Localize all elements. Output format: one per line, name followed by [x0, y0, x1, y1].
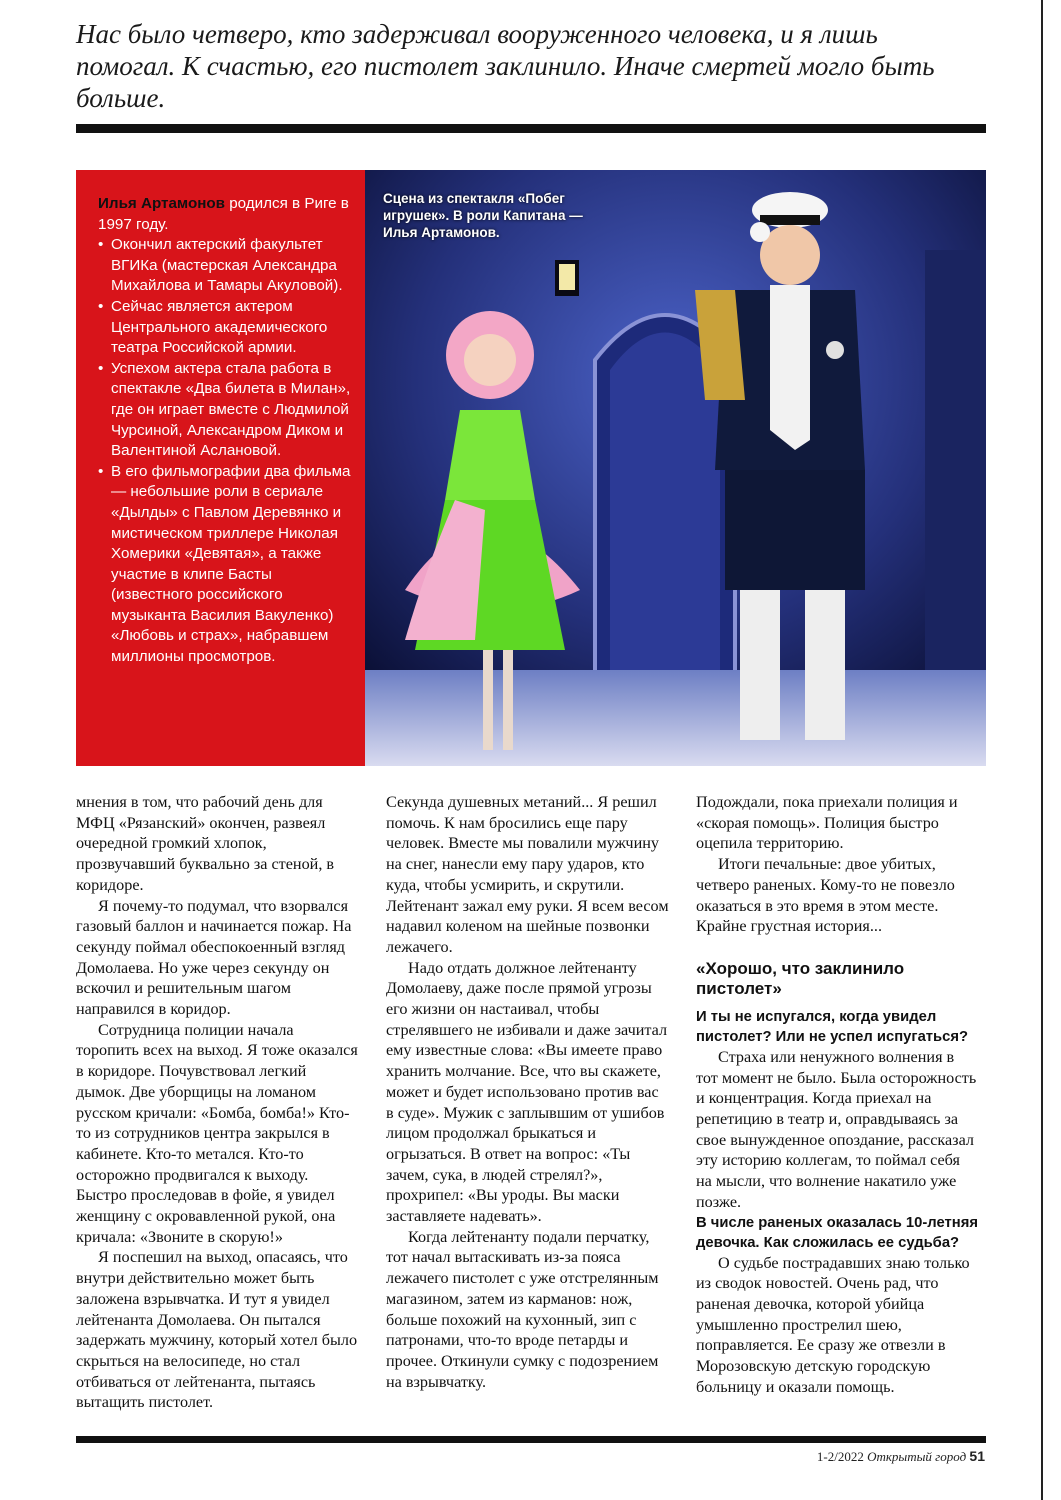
bio-birth: родился в Риге в 1997 году. [98, 195, 349, 233]
bio-item: • Сейчас является актером Центрального академического театра Российской армии. [98, 297, 351, 359]
issue-number: 1-2/2022 [816, 1449, 864, 1464]
bottom-rule [76, 1436, 986, 1443]
bio-item: • Успехом актера стала работа в спектакле «Два билета в Милан», где он играет вместе с Людмилой Чурсиной, Александром Диком и Валентиной Аслановой. [98, 359, 351, 462]
paragraph: Сотрудница полиции начала торопить всех на выход. Я тоже оказался в коридоре. Почувствовал легкий дымок. Две уборщицы на ломаном русском кричали: «Бомба, бомба!» Кто-то из сотрудников центра закрылся в кабинете. Кто-то метался. Кто-то осторожно продвигался к выходу. Быстро проследовав в фойе, я увидел женщину с окровавленной рукой, она кричала: «Звоните в скорую!» [76, 1020, 358, 1246]
magazine-name: Открытый город [867, 1449, 967, 1464]
pull-quote: Нас было четверо, кто задерживал вооруженного человека, и я лишь помогал. К счастью, его пистолет заклинило. Иначе смертей могло быть больше. [76, 19, 935, 113]
bio-intro [98, 194, 351, 235]
bio-name: Илья Артамонов [98, 195, 226, 212]
door-panel [610, 333, 720, 691]
wall-lamp [555, 260, 579, 296]
stage-photo [365, 170, 986, 766]
bio-list [98, 235, 351, 667]
section-subhead: «Хорошо, что заклинило пистолет» [696, 958, 905, 998]
interview-question: И ты не испугался, когда увидел пистолет? Или не успел испугаться? [696, 1008, 969, 1045]
bio-item: • В его фильмографии два фильма — небольшие роли в сериале «Дылды» с Павлом Деревянко и мистическом триллере Николая Хомерики «Девятая», а также участие в клипе Басты (известного российского музыканта Василия Вакуленко) «Любовь и страх», набравшем миллионы просмотров. [98, 462, 351, 668]
bio-sidebar [76, 170, 365, 766]
article-column-3 [696, 792, 979, 1397]
interview-answer: Страха или ненужного волнения в тот момент не было. Была осторожность и концентрация. Когда приехал на репетицию в театр и, оправдываясь за свое вынужденное опоздание, рассказал эту историю коллегам, то поймал себя на мысли, что волнение накатило уже позже. [696, 1047, 977, 1211]
page-footer [817, 1448, 985, 1465]
page-number: 51 [969, 1448, 985, 1464]
stage-pillar [925, 250, 986, 670]
paragraph: Секунда душевных метаний... Я решил помочь. К нам бросились еще пару человек. Вместе мы повалили мужчину на снег, нанесли ему пару ударов, кто куда, чтобы усмирить, и скрутили. Лейтенант зажал ему руки. Я всем весом надавил коленом на шейные позвонки лежачего. [386, 793, 669, 956]
paragraph: Итоги печальные: двое убитых, четверо раненых. Кому-то не повезло оказаться в это время в этом месте. Крайне грустная история... [696, 855, 955, 936]
bio-item: • Окончил актерский факультет ВГИКа (мастерская Александра Михайлова и Тамары Акуловой). [98, 235, 351, 297]
photo-caption: Сцена из спектакля «Побег игрушек». В роли Капитана — Илья Артамонов. [383, 191, 583, 240]
article-column-1 [76, 792, 359, 1413]
paragraph: Я поспешил на выход, опасаясь, что внутри действительно может быть заложена взрывчатка. И тут я увидел лейтенанта Домолаева. Он пытался задержать мужчину, который хотел было скрыться на велосипеде, но стал отбиваться от лейтенанта, пытаясь вытащить пистолет. [76, 1248, 358, 1412]
paragraph: Надо отдать должное лейтенанту Домолаеву, даже после прямой угрозы его жизни он настаивал, чтобы стрелявшего не избивали и даже зачитал ему известные слова: «Вы имеете право хранить молчание. Все, что вы скажете, может и будет использовано против вас в суде». Мужик с заплывшим от ушибов лицом продолжал брыкаться и огрызаться. В ответ на вопрос: «Ты зачем, сука, в людей стрелял?», прохрипел: «Вы уроды. Вы маски заставляете надевать». [386, 958, 668, 1226]
stage-illustration [365, 170, 986, 766]
stage-floor [365, 670, 986, 766]
paragraph: мнения в том, что рабочий день для МФЦ «Рязанский» окончен, развеял очередной громкий хлопок, прозвучавший буквально за стеной, в коридоре. [76, 793, 335, 894]
page-edge-line [1041, 0, 1043, 1500]
top-rule [76, 124, 986, 133]
article-column-2 [386, 792, 669, 1392]
interview-answer: О судьбе пострадавших знаю только из сводок новостей. Очень рад, что раненая девочка, которой убийца умышленно прострелил шею, поправляется. Ее сразу же отвезли в Морозовскую детскую городскую больницу и оказали помощь. [696, 1253, 970, 1396]
paragraph: Подождали, пока приехали полиция и «скорая помощь». Полиция быстро оцепила территорию. [696, 793, 958, 853]
paragraph: Я почему-то подумал, что взорвался газовый баллон и начинается пожар. На секунду поймал обеспокоенный взгляд Домолаева. Но уже через секунду он вскочил и решительным шагом направился в коридор. [76, 896, 352, 1019]
paragraph: Когда лейтенанту подали перчатку, тот начал вытаскивать из-за пояса лежачего пистолет с уже отстрелянным магазином, затем из карманов: нож, больше похожий на кухонный, зип с патронами, что-то вроде петарды и прочее. Откинули сумку с подозрением на взрывчатку. [386, 1227, 659, 1391]
interview-question: В числе раненых оказалась 10-летняя девочка. Как сложилась ее судьба? [696, 1214, 978, 1251]
